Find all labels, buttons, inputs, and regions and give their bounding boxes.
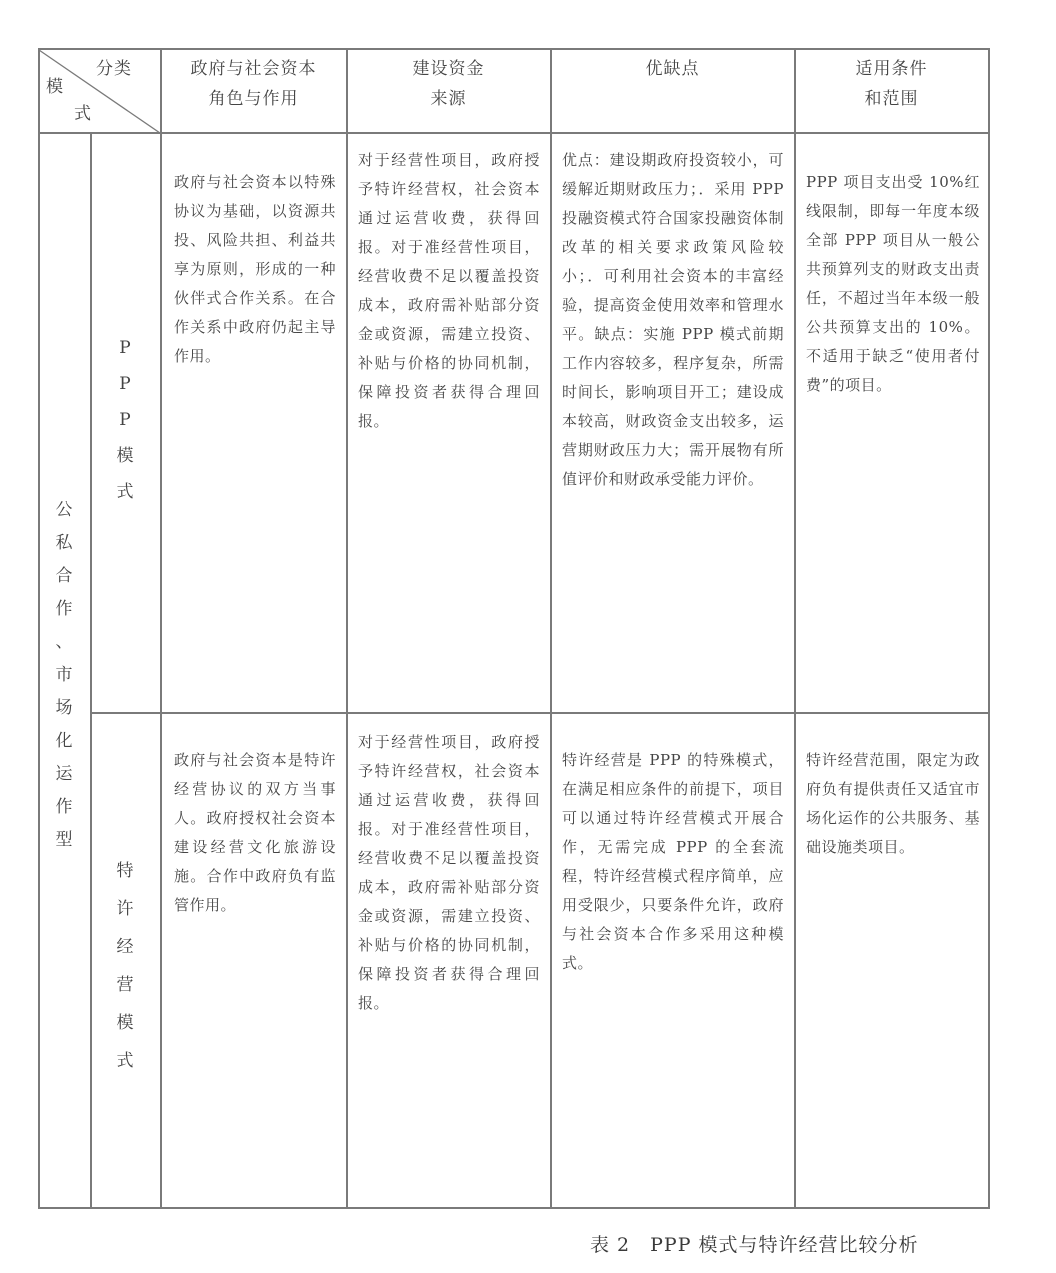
corner-row-label: 式 xyxy=(74,104,92,124)
column-header-role xyxy=(161,54,346,114)
column-header-pros-cons xyxy=(551,54,794,84)
group-label-char: 、 xyxy=(55,632,73,652)
row-concession-role: 政府与社会资本是特许经营协议的双方当事人。政府授权社会资本建设经营文化旅游设施。合作中政府负有监管作用。 xyxy=(174,751,336,914)
header-line: 和范围 xyxy=(864,89,919,109)
header-line: 建设资金 xyxy=(412,59,485,79)
row-ppp-pros-cons: 优点：建设期政府投资较小，可缓解近期财政压力；．采用 PPP 投融资模式符合国家投融资体制改革的相关要求政策风险较小；．可利用社会资本的丰富经验，提高资金使用效率和管理水平。缺点：实施 PPP 模式前期工作内容较多，程序复杂，所需时间长，影响项目开工；建设成本较高，财政资金支出较多，运营期财政压力大；需开展物有所值评价和财政承受能力评价。 xyxy=(562,151,784,488)
group-label-char: 场 xyxy=(55,698,73,718)
group-label-char: 市 xyxy=(55,665,73,685)
group-label-char: 合 xyxy=(55,566,73,586)
row-concession-conditions: 特许经营范围，限定为政府负有提供责任又适宜市场化运作的公共服务、基础设施类项目。 xyxy=(806,751,980,856)
group-label-char: 私 xyxy=(55,533,73,553)
group-label xyxy=(44,494,84,857)
header-line: 政府与社会资本 xyxy=(190,59,317,79)
row-label-concession xyxy=(100,852,150,1080)
header-line: 角色与作用 xyxy=(208,89,299,109)
row-ppp-conditions: PPP 项目支出受 10%红线限制，即每一年度本级全部 PPP 项目从一般公共预算列支的财政支出责任，不超过当年本级一般公共预算支出的 10%。不适用于缺乏“使用者付费”的项目。 xyxy=(806,173,980,394)
row-label-char: P xyxy=(119,410,131,430)
row-label-char: 模 xyxy=(116,446,134,466)
row-ppp-funding: 对于经营性项目，政府授予特许经营权，社会资本通过运营收费，获得回报。对于准经营性项目，经营收费不足以覆盖投资成本，政府需补贴部分资金或资源，需建立投资、补贴与价格的协同机制，保障投资者获得合理回报。 xyxy=(358,151,540,430)
row-concession-funding: 对于经营性项目，政府授予特许经营权，社会资本通过运营收费，获得回报。对于准经营性项目，经营收费不足以覆盖投资成本，政府需补贴部分资金或资源，需建立投资、补贴与价格的协同机制，保障投资者获得合理回报。 xyxy=(358,733,540,1012)
row-label-char: 特 xyxy=(116,861,134,881)
row-label-char: 模 xyxy=(116,1013,134,1033)
group-label-char: 公 xyxy=(55,500,73,520)
group-label-char: 运 xyxy=(55,764,73,784)
row-label-char: 许 xyxy=(116,899,134,919)
group-label-char: 作 xyxy=(55,797,73,817)
table-caption: 表 2 PPP 模式与特许经营比较分析 xyxy=(590,1234,919,1256)
row-label-char: 经 xyxy=(116,937,134,957)
column-header-conditions xyxy=(795,54,988,114)
row-label-char: P xyxy=(119,338,131,358)
row-label-char: P xyxy=(119,374,131,394)
group-label-char: 化 xyxy=(55,731,73,751)
corner-col-label: 分类 xyxy=(96,59,132,79)
corner-row-label: 模 xyxy=(46,77,64,97)
row-label-char: 营 xyxy=(116,975,134,995)
header-line: 优缺点 xyxy=(645,59,700,79)
group-label-char: 型 xyxy=(55,830,73,850)
row-label-char: 式 xyxy=(116,482,134,502)
row-concession-pros-cons: 特许经营是 PPP 的特殊模式，在满足相应条件的前提下，项目可以通过特许经营模式开展合作，无需完成 PPP 的全套流程，特许经营模式程序简单，应用受限少，只要条件允许，政府与社会资本合作多采用这种模式。 xyxy=(562,751,784,972)
column-header-funding xyxy=(347,54,550,114)
row-label-char: 式 xyxy=(116,1051,134,1071)
header-line: 适用条件 xyxy=(855,59,928,79)
group-label-char: 作 xyxy=(55,599,73,619)
row-label-ppp xyxy=(100,330,150,510)
header-line: 来源 xyxy=(430,89,467,109)
row-ppp-role: 政府与社会资本以特殊协议为基础，以资源共投、风险共担、利益共享为原则，形成的一种伙伴式合作关系。在合作关系中政府仍起主导作用。 xyxy=(174,173,336,365)
